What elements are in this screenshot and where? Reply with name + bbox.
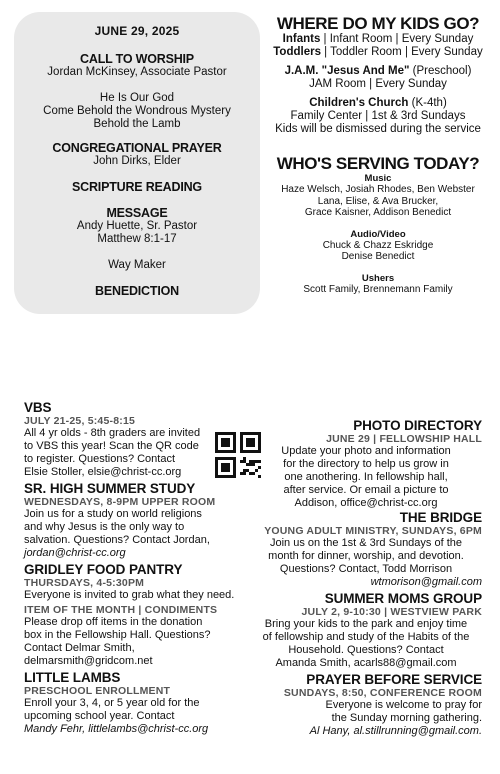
song-3: Behold the Lamb xyxy=(93,118,181,130)
toddlers-line xyxy=(262,46,494,59)
song-1: He Is Our God xyxy=(99,92,175,104)
little-lambs-line-2: upcoming school year. Contact xyxy=(24,710,175,722)
item-line-3: Contact Delmar Smith, xyxy=(24,642,135,654)
bridge-heading: THE BRIDGE xyxy=(399,510,482,525)
toddlers-label: Toddlers xyxy=(273,46,321,58)
prayer-leader: John Dirks, Elder xyxy=(93,155,181,167)
moms-contact: Amanda Smith, acarls88@gmail.com xyxy=(275,657,457,669)
music-heading: Music xyxy=(364,173,392,184)
song-2: Come Behold the Wondrous Mystery xyxy=(43,105,231,117)
directory-line-3: one anothering. In fellowship hall, xyxy=(284,471,448,483)
toddlers-text: | Toddler Room | Every Sunday xyxy=(320,46,483,58)
benediction-heading: BENEDICTION xyxy=(95,284,179,298)
closing-song: Way Maker xyxy=(108,259,166,271)
vbs-line-3: to register. Questions? Contact xyxy=(24,453,176,465)
bridge-line-1: Join us on the 1st & 3rd Sundays of the xyxy=(269,537,462,549)
prayer-heading: CONGREGATIONAL PRAYER xyxy=(52,141,222,155)
bridge-line-2: month for dinner, worship, and devotion. xyxy=(268,550,464,562)
moms-line-2: of fellowship and study of the Habits of the xyxy=(262,631,470,643)
vbs-line-2: to VBS this year! Scan the QR code xyxy=(24,440,199,452)
prayer-line-1: Everyone is welcome to pray for xyxy=(325,699,482,711)
av-heading: Audio/Video xyxy=(350,228,406,240)
directory-line-1: Update your photo and information xyxy=(281,445,451,457)
jam-line xyxy=(262,65,494,78)
bridge-line-3: Questions? Contact, Todd Morrison xyxy=(279,563,453,575)
directory-line-5: Addison, office@christ-cc.org xyxy=(294,497,438,509)
summer-study-subheading: WEDNESDAYS, 8-9PM UPPER ROOM xyxy=(24,496,216,508)
childrens-church-label: Children's Church xyxy=(309,97,409,109)
item-of-month-heading: ITEM OF THE MONTH | CONDIMENTS xyxy=(24,604,218,616)
moms-group-subheading: JULY 2, 9-10:30 | WESTVIEW PARK xyxy=(301,606,482,618)
vbs-line-1: All 4 yr olds - 8th graders are invited xyxy=(24,427,201,439)
food-pantry-line: Everyone is invited to grab what they need. xyxy=(24,589,235,601)
call-to-worship-heading: CALL TO WORSHIP xyxy=(80,52,194,66)
summer-study-line-3: salvation. Questions? Contact Jordan, xyxy=(24,534,210,546)
message-passage: Matthew 8:1-17 xyxy=(97,233,177,245)
av-line-1: Chuck & Chazz Eskridge xyxy=(322,239,434,251)
directory-line-4: after service. Or email a picture to xyxy=(283,484,449,496)
childrens-church-note: Kids will be dismissed during the service xyxy=(275,123,481,135)
infants-text: | Infant Room | Every Sunday xyxy=(320,33,474,45)
bridge-subheading: YOUNG ADULT MINISTRY, SUNDAYS, 6PM xyxy=(264,525,482,537)
summer-study-line-2: and why Jesus is the only way to xyxy=(24,521,185,533)
jam-text: JAM Room | Every Sunday xyxy=(309,78,447,90)
vbs-contact: Elsie Stoller, elsie@christ-cc.org xyxy=(24,466,182,478)
infants-label: Infants xyxy=(282,33,321,45)
food-pantry-subheading: THURSDAYS, 4-5:30PM xyxy=(24,577,145,589)
av-line-2: Denise Benedict xyxy=(341,251,415,262)
prayer-service-heading: PRAYER BEFORE SERVICE xyxy=(306,672,482,687)
infants-line xyxy=(262,33,494,46)
call-to-worship-leader: Jordan McKinsey, Associate Pastor xyxy=(47,66,227,78)
photo-directory-subheading: JUNE 29 | FELLOWSHIP HALL xyxy=(326,433,482,445)
music-line-2: Lana, Elise, & Ava Brucker, xyxy=(317,195,439,207)
order-of-worship-panel xyxy=(14,12,260,314)
music-line-3: Grace Kaisner, Addison Benedict xyxy=(304,207,452,218)
childrens-church-suffix: (K-4th) xyxy=(408,97,447,109)
little-lambs-subheading: PRESCHOOL ENROLLMENT xyxy=(24,685,171,697)
kids-heading: WHERE DO MY KIDS GO? xyxy=(276,14,480,33)
photo-directory-heading: PHOTO DIRECTORY xyxy=(353,418,482,433)
little-lambs-heading: LITTLE LAMBS xyxy=(24,670,121,685)
item-line-4: delmarsmith@gridcom.net xyxy=(24,655,153,667)
item-line-2: box in the Fellowship Hall. Questions? xyxy=(24,629,211,641)
message-heading: MESSAGE xyxy=(106,206,168,220)
summer-study-line-1: Join us for a study on world religions xyxy=(24,508,202,520)
moms-group-heading: SUMMER MOMS GROUP xyxy=(324,591,482,606)
food-pantry-heading: GRIDLEY FOOD PANTRY xyxy=(24,562,183,577)
bridge-contact: wtmorison@gmail.com xyxy=(370,576,482,588)
childrens-church-line xyxy=(262,97,494,110)
serving-heading: WHO'S SERVING TODAY? xyxy=(276,154,480,173)
item-line-1: Please drop off items in the donation xyxy=(24,616,203,628)
moms-line-3: Household. Questions? Contact xyxy=(288,644,444,656)
vbs-heading: VBS xyxy=(24,400,52,415)
vbs-subheading: JULY 21-25, 5:45-8:15 xyxy=(24,415,136,427)
message-speaker: Andy Huette, Sr. Pastor xyxy=(76,220,198,232)
music-line-1: Haze Welsch, Josiah Rhodes, Ben Webster xyxy=(281,184,475,195)
right-announcements xyxy=(250,418,482,738)
ushers-heading: Ushers xyxy=(361,272,395,284)
little-lambs-line-1: Enroll your 3, 4, or 5 year old for the xyxy=(24,697,200,709)
prayer-contact: Al Hany, al.stillrunning@gmail.com. xyxy=(309,725,482,737)
kids-section xyxy=(262,14,494,295)
childrens-church-text: Family Center | 1st & 3rd Sundays xyxy=(290,110,466,122)
ushers-line-1: Scott Family, Brennemann Family xyxy=(303,283,453,295)
prayer-line-2: the Sunday morning gathering. xyxy=(331,712,482,724)
little-lambs-contact: Mandy Fehr, littlelambs@christ-cc.org xyxy=(24,723,209,735)
prayer-service-subheading: SUNDAYS, 8:50, CONFERENCE ROOM xyxy=(283,687,482,699)
moms-line-1: Bring your kids to the park and enjoy time xyxy=(264,618,468,630)
summer-study-heading: SR. HIGH SUMMER STUDY xyxy=(24,481,196,496)
jam-label: J.A.M. "Jesus And Me" xyxy=(284,65,410,77)
service-date: JUNE 29, 2025 xyxy=(94,24,180,38)
scripture-heading: SCRIPTURE READING xyxy=(72,180,202,194)
summer-study-contact: jordan@christ-cc.org xyxy=(24,547,126,559)
jam-suffix: (Preschool) xyxy=(409,65,472,77)
left-announcements xyxy=(24,400,254,736)
directory-line-2: for the directory to help us grow in xyxy=(283,458,449,470)
